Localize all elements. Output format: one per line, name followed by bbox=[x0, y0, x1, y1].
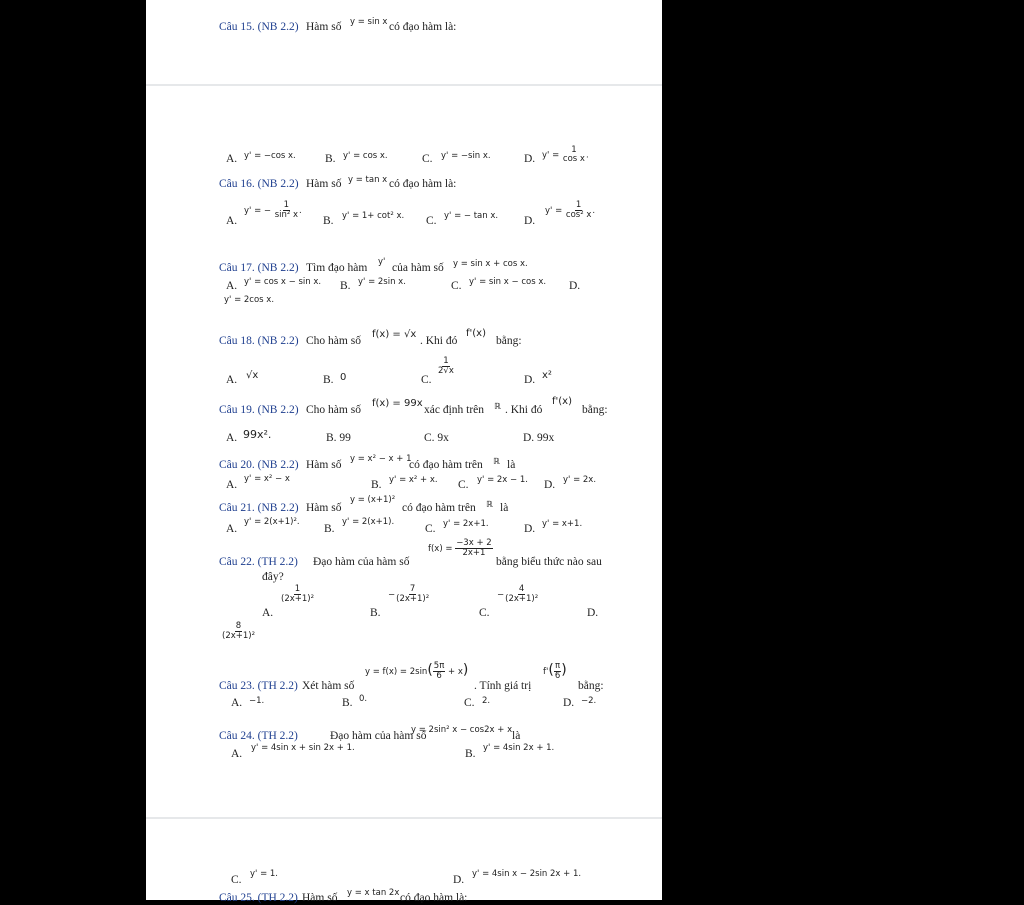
question-tail: bằng biểu thức nào sau bbox=[496, 556, 602, 568]
option-d-answer: y' = 1 cos x . bbox=[542, 145, 589, 164]
option-b-label[interactable]: B. bbox=[323, 374, 334, 386]
option-b-answer: y' = x² + x. bbox=[389, 475, 438, 485]
option-a-answer: −1. bbox=[249, 696, 265, 706]
option-a-label[interactable]: A. bbox=[226, 432, 238, 444]
page-sheet-1 bbox=[146, 0, 662, 84]
question-label: Câu 21. (NB 2.2) bbox=[219, 502, 299, 514]
option-b-label[interactable]: B. bbox=[323, 215, 334, 227]
option-c-answer: y' = −sin x. bbox=[441, 151, 491, 161]
function-expression: y = sin x bbox=[350, 17, 388, 27]
page-sheet-3 bbox=[146, 819, 662, 900]
question-label: Câu 22. (TH 2.2) bbox=[219, 556, 298, 568]
question-mid: có đạo hàm trên bbox=[409, 459, 483, 471]
option-c-label[interactable]: C. bbox=[426, 215, 437, 227]
question-tail: bằng: bbox=[582, 404, 608, 416]
question-tail: bằng: bbox=[496, 335, 522, 347]
function-expression: f(x) = 99x bbox=[372, 398, 423, 409]
question-label: Câu 20. (NB 2.2) bbox=[219, 459, 299, 471]
option-c-answer: y' = sin x − cos x. bbox=[469, 277, 547, 287]
question-mid: của hàm số bbox=[392, 262, 444, 274]
function-expression: y = tan x bbox=[348, 175, 388, 185]
question-tail: có đạo hàm là: bbox=[389, 21, 457, 33]
question-tail: là bbox=[507, 459, 516, 471]
option-a-label[interactable]: A. bbox=[226, 479, 238, 491]
option-b[interactable]: B. 99 bbox=[326, 432, 351, 444]
option-c-answer: 2. bbox=[482, 696, 491, 706]
option-b-label[interactable]: B. bbox=[342, 697, 353, 709]
question-tail: bằng: bbox=[578, 680, 604, 692]
option-c-label[interactable]: C. bbox=[451, 280, 462, 292]
question-text: Hàm số bbox=[306, 21, 342, 33]
question-text: Tìm đạo hàm bbox=[306, 262, 368, 274]
function-expression: f(x) = $\frac{-3x + 2}{2x+1}$ bbox=[428, 538, 492, 558]
question-tail: là bbox=[500, 502, 509, 514]
option-c-label[interactable]: C. bbox=[425, 523, 436, 535]
option-d-answer: y' = 2cos x. bbox=[224, 295, 275, 305]
real-set-symbol: ℝ bbox=[494, 402, 501, 412]
question-label: Câu 16. (NB 2.2) bbox=[219, 178, 299, 190]
option-a-answer: 99x². bbox=[243, 428, 272, 441]
real-set-symbol: ℝ bbox=[493, 457, 500, 467]
option-b-answer: y' = 2(x+1). bbox=[342, 517, 395, 527]
option-b-answer: y' = 1+ cot² x. bbox=[342, 211, 405, 221]
option-c-answer: $\frac{1}{2√x}$ bbox=[438, 356, 454, 376]
variable-expression: y' bbox=[378, 257, 386, 267]
function-expression: y = sin x + cos x. bbox=[453, 259, 528, 269]
option-d-answer: y' = 4sin x − 2sin 2x + 1. bbox=[472, 869, 582, 879]
option-a-label[interactable]: A. bbox=[226, 374, 238, 386]
option-c-label[interactable]: C. bbox=[421, 374, 432, 386]
derivative-expression: f'( $\frac{\pi}{6}$ ) bbox=[543, 661, 567, 681]
question-text: Hàm số bbox=[306, 502, 342, 514]
option-c-answer: − $\frac{4}{\text{(2x+1)²}}$ bbox=[497, 584, 539, 604]
option-c-answer: y' = 2x+1. bbox=[443, 519, 489, 529]
option-d-label[interactable]: D. bbox=[587, 607, 599, 619]
option-d-answer: x² bbox=[542, 370, 552, 381]
function-expression: y = 2sin² x − cos2x + x bbox=[411, 725, 513, 735]
option-d-label[interactable]: D. bbox=[544, 479, 556, 491]
question-tail-line2: đây? bbox=[262, 571, 284, 583]
question-label: Câu 17. (NB 2.2) bbox=[219, 262, 299, 274]
option-a-label[interactable]: A. bbox=[226, 215, 238, 227]
option-a-answer: y' = −cos x. bbox=[244, 151, 296, 161]
function-expression: y = f(x) = 2sin( $\frac{5\pi}{6}$ + x) bbox=[365, 661, 469, 681]
option-a-label[interactable]: A. bbox=[226, 153, 238, 165]
question-tail: là bbox=[512, 730, 521, 742]
option-a-answer: $\frac{1}{\text{(2x+1)²}}$ bbox=[281, 584, 315, 604]
option-b-answer: 0 bbox=[340, 372, 347, 383]
question-text: Cho hàm số bbox=[306, 404, 361, 416]
option-c-label[interactable]: C. bbox=[231, 874, 242, 886]
question-text: Đạo hàm của hàm số bbox=[330, 730, 427, 742]
option-a-answer: y' = cos x − sin x. bbox=[244, 277, 322, 287]
option-d-answer: −2. bbox=[581, 696, 597, 706]
question-mid: có đạo hàm trên bbox=[402, 502, 476, 514]
option-a-label[interactable]: A. bbox=[226, 280, 238, 292]
option-b-answer: 0. bbox=[359, 694, 368, 704]
option-d-answer: y' = $\frac{1}{\text{cos² x}}$ . bbox=[545, 200, 596, 220]
derivative-expression: f'(x) bbox=[552, 396, 572, 407]
option-c-answer: y' = − tan x. bbox=[444, 211, 499, 221]
option-d-label[interactable]: D. bbox=[569, 280, 581, 292]
option-b-answer: − $\frac{7}{\text{(2x+1)²}}$ bbox=[388, 584, 430, 604]
option-d-answer: y' = 2x. bbox=[563, 475, 597, 485]
option-c-label[interactable]: C. bbox=[458, 479, 469, 491]
option-b-label[interactable]: B. bbox=[340, 280, 351, 292]
option-d-label[interactable]: D. bbox=[524, 523, 536, 535]
question-mid: xác định trên bbox=[424, 404, 485, 416]
derivative-expression: f'(x) bbox=[466, 328, 486, 339]
question-mid2: . Khi đó bbox=[505, 404, 543, 416]
option-d-label[interactable]: D. bbox=[453, 874, 465, 886]
option-d-label[interactable]: D. bbox=[524, 215, 536, 227]
question-label: Câu 18. (NB 2.2) bbox=[219, 335, 299, 347]
option-b-label[interactable]: B. bbox=[371, 479, 382, 491]
option-a-answer: y' = x² − x bbox=[244, 474, 290, 484]
question-text: Hàm số bbox=[302, 892, 338, 904]
question-label: Câu 15. (NB 2.2) bbox=[219, 21, 299, 33]
question-text: Đạo hàm của hàm số bbox=[313, 556, 410, 568]
option-c-label[interactable]: C. bbox=[464, 697, 475, 709]
question-text: Cho hàm số bbox=[306, 335, 361, 347]
question-tail: có đạo hàm là: bbox=[400, 892, 468, 904]
option-b-label[interactable]: B. bbox=[370, 607, 381, 619]
option-d-answer: $\frac{8}{\text{(2x+1)²}}$ bbox=[222, 621, 256, 641]
question-mid: . Khi đó bbox=[420, 335, 458, 347]
question-label: Câu 19. (NB 2.2) bbox=[219, 404, 299, 416]
option-b-answer: y' = cos x. bbox=[343, 151, 388, 161]
option-a-label[interactable]: A. bbox=[231, 748, 243, 760]
option-c[interactable]: C. 9x bbox=[424, 432, 449, 444]
question-tail: có đạo hàm là: bbox=[389, 178, 457, 190]
option-a-label[interactable]: A. bbox=[226, 523, 238, 535]
option-d-label[interactable]: D. bbox=[563, 697, 575, 709]
question-label: Câu 25. (TH 2.2) bbox=[219, 892, 298, 904]
question-label: Câu 23. (TH 2.2) bbox=[219, 680, 298, 692]
question-label: Câu 24. (TH 2.2) bbox=[219, 730, 298, 742]
option-a-label[interactable]: A. bbox=[262, 607, 274, 619]
question-text: Xét hàm số bbox=[302, 680, 355, 692]
option-c-answer: y' = 2x − 1. bbox=[477, 475, 528, 485]
option-b-answer: y' = 2sin x. bbox=[358, 277, 406, 287]
function-expression: f(x) = √x bbox=[372, 329, 417, 340]
option-b-answer: y' = 4sin 2x + 1. bbox=[483, 743, 555, 753]
function-expression: y = x tan 2x bbox=[347, 888, 400, 898]
option-a-answer: y' = − $\frac{1}{\text{sin² x}}$ . bbox=[244, 200, 302, 220]
question-text: Hàm số bbox=[306, 459, 342, 471]
option-b-label[interactable]: B. bbox=[324, 523, 335, 535]
option-a-answer: y' = 2(x+1)². bbox=[244, 517, 300, 527]
option-c-answer: y' = 1. bbox=[250, 869, 279, 879]
option-a-answer: √x bbox=[246, 370, 259, 381]
option-b-label[interactable]: B. bbox=[465, 748, 476, 760]
page-sheet-2 bbox=[146, 86, 662, 817]
option-b-label[interactable]: B. bbox=[325, 153, 336, 165]
option-d-label[interactable]: D. bbox=[524, 153, 536, 165]
option-d-answer: y' = x+1. bbox=[542, 519, 583, 529]
real-set-symbol: ℝ bbox=[486, 500, 493, 510]
option-a-answer: y' = 4sin x + sin 2x + 1. bbox=[251, 743, 355, 753]
option-d-label[interactable]: D. bbox=[524, 374, 536, 386]
option-a-label[interactable]: A. bbox=[231, 697, 243, 709]
option-c-label[interactable]: C. bbox=[479, 607, 490, 619]
question-text: Hàm số bbox=[306, 178, 342, 190]
function-expression: y = (x+1)² bbox=[350, 495, 396, 505]
function-expression: y = x² − x + 1 bbox=[350, 454, 412, 464]
question-mid: . Tính giá trị bbox=[474, 680, 532, 692]
option-d[interactable]: D. 99x bbox=[523, 432, 555, 444]
option-c-label[interactable]: C. bbox=[422, 153, 433, 165]
